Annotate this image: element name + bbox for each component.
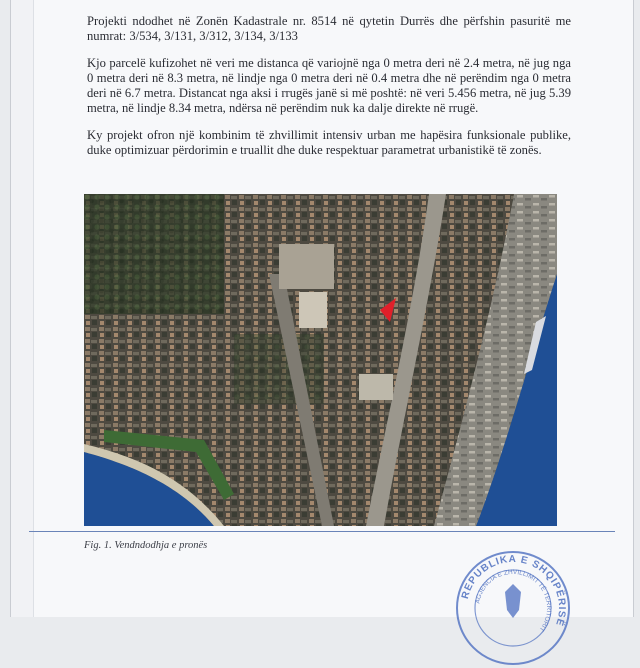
paragraph-cadastral-zone: Projekti ndodhet në Zonën Kadastrale nr. 8514 në qytetin Durrës dhe përfshin pasuritë me numrat: 3/534, 3/131, 3/312, 3/134, 3/133	[87, 14, 571, 43]
stamp-inner-text: AGJENCIA E ZHVILLIMIT TË TERRITORIT	[474, 568, 553, 633]
document-page	[10, 0, 634, 633]
figure-caption: Fig. 1. Vendndodhja e pronës	[84, 540, 208, 551]
paragraph-parcel-boundaries: Kjo parcelë kufizohet në veri me distanca që variojnë nga 0 metra deri në 2.4 metra, në jug nga 0 metra deri në 8.3 metra, në lindje nga 0 metra deri në 0.4 metra dhe në perëndim nga 0 metra deri në 6.7 metra. Distancat nga aksi i rrugës janë si më poshtë: në veri 5.456 metra, në jug 5.39 metra, në lindje 8.34 metra, ndërsa në perëndim nuk ka dalje direkte në rrugë.	[87, 56, 571, 115]
tall-building	[299, 292, 327, 328]
aerial-site-photo	[84, 194, 557, 526]
official-seal-icon	[453, 548, 573, 668]
building-block	[359, 374, 393, 400]
paragraph-project-summary: Ky projekt ofron një kombinim të zhvillimit intensiv urban me hapësira funksionale publike, duke optimizuar përdorimin e truallit dhe duke respektuar parametrat urbanistikë të zonës.	[87, 128, 571, 157]
vegetation-center	[234, 334, 324, 404]
page-margin-strip	[11, 0, 34, 617]
aerial-map-image	[84, 194, 557, 526]
central-square	[279, 244, 334, 289]
caption-rule	[29, 531, 615, 532]
vegetation-northwest	[84, 194, 224, 314]
stamp-outer-text: REPUBLIKA E SHQIPËRISË	[459, 553, 568, 628]
